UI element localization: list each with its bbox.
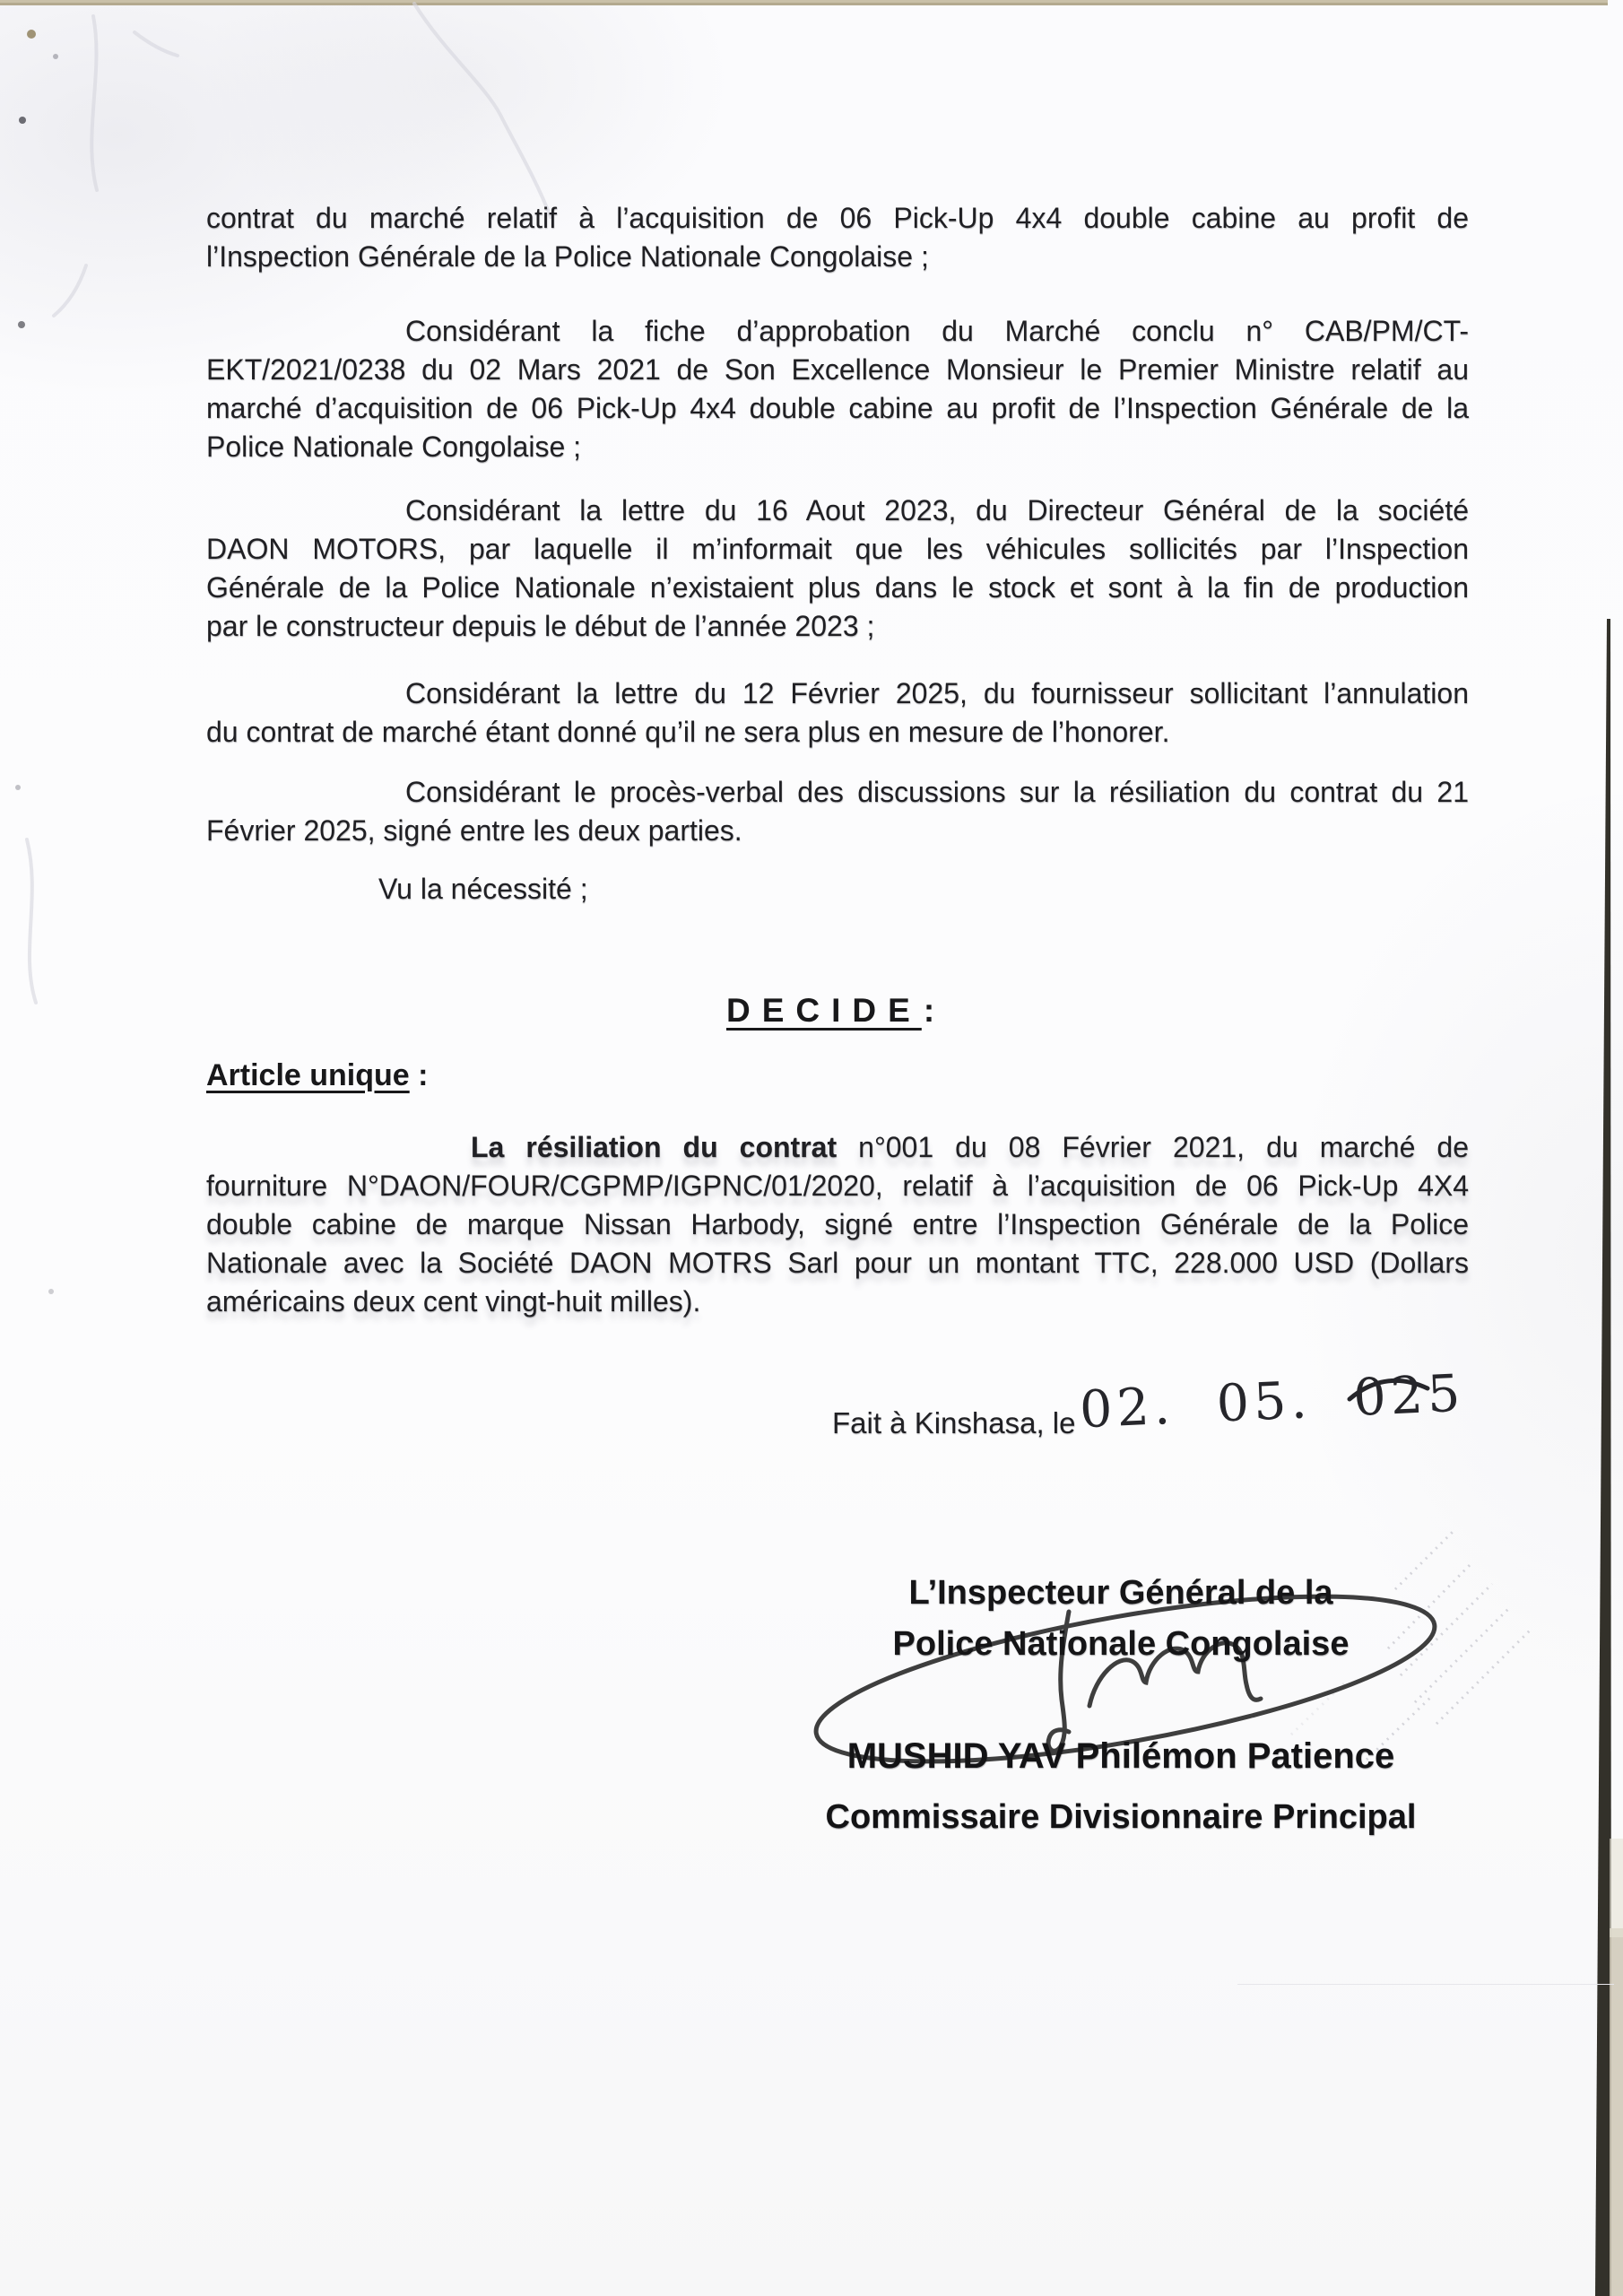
paragraph-article-body (206, 1128, 1469, 1321)
article-lead-bold: La résiliation du contrat (471, 1131, 838, 1163)
scan-right-edge (1595, 619, 1611, 2296)
article-unique-label (206, 1058, 428, 1093)
scan-top-edge (0, 0, 1608, 5)
text-line: contrat du marché relatif à l’acquisition de 06 Pick-Up 4x4 double cabine au profit de (206, 202, 1469, 234)
signatory-title (804, 1568, 1437, 1670)
text-line: Nationale avec la Société DAON MOTRS Sarl pour un montant TTC, 228.000 USD (Dollars (206, 1247, 1469, 1279)
text-line: du contrat de marché étant donné qu’il ne sera plus en mesure de l’honorer. (206, 716, 1170, 748)
text-line: Générale de la Police Nationale n’existaient plus dans le stock et sont à la fin de production (206, 571, 1469, 604)
dust-specks (15, 30, 58, 1294)
decide-word: DECIDE (726, 992, 922, 1029)
text-line (206, 1128, 1469, 1167)
text-line: américains deux cent vingt-huit milles). (206, 1285, 701, 1318)
signatory-title-line1: L’Inspecteur Général de la (908, 1574, 1333, 1612)
text-line: l’Inspection Générale de la Police Nationale Congolaise ; (206, 240, 929, 273)
decide-colon: : (923, 992, 935, 1029)
text-line: fourniture N°DAON/FOUR/CGPMP/IGPNC/01/2020, relatif à l’acquisition de 06 Pick-Up 4X4 (206, 1170, 1469, 1202)
paragraph-considerant-lettre-2025 (206, 674, 1469, 752)
text-line: Considérant la fiche d’approbation du Marché conclu n° CAB/PM/CT- (405, 315, 1469, 347)
article-unique-colon: : (409, 1058, 429, 1092)
text-line: par le constructeur depuis le début de l’année 2023 ; (206, 610, 875, 642)
text-line: DAON MOTORS, par laquelle il m’informait que les véhicules sollicités par l’Inspection (206, 533, 1469, 565)
signatory-title-line2: Police Nationale Congolaise (892, 1625, 1350, 1663)
text-line: EKT/2021/0238 du 02 Mars 2021 de Son Excellence Monsieur le Premier Ministre relatif au (206, 353, 1469, 386)
scan-crease-line (1237, 1984, 1614, 1985)
paragraph-considerant-lettre-2023 (206, 491, 1469, 646)
text-line: marché d’acquisition de 06 Pick-Up 4x4 double cabine au profit de l’Inspection Générale de la (206, 392, 1469, 424)
text-line: double cabine de marque Nissan Harbody, signé entre l’Inspection Générale de la Police (206, 1208, 1469, 1240)
text-line: Police Nationale Congolaise ; (206, 430, 582, 463)
dateline-label: Fait à Kinshasa, le (832, 1406, 1076, 1439)
paragraph-considerant-proces-verbal (206, 773, 1469, 850)
paragraph-considerant-approbation (206, 312, 1469, 466)
handwritten-date: 02. 05. 025 (1078, 1363, 1466, 1440)
paragraph-vu-necessite (206, 870, 1469, 909)
text-line: Février 2025, signé entre les deux parties. (206, 814, 742, 847)
article-unique-text: Article unique (206, 1058, 410, 1092)
text-line: Considérant le procès-verbal des discussions sur la résiliation du contrat du 21 (405, 776, 1469, 808)
text-line: Considérant la lettre du 16 Aout 2023, du Directeur Général de la société (405, 494, 1469, 526)
signatory-identity (789, 1726, 1453, 1848)
article-lead-rest: n°001 du 08 Février 2021, du marché de (837, 1131, 1470, 1163)
paragraph-contract-continuation (206, 199, 1469, 276)
text-line: Vu la nécessité ; (378, 873, 588, 905)
decide-heading (726, 992, 934, 1030)
text-line: Considérant la lettre du 12 Février 2025, du fournisseur sollicitant l’annulation (405, 677, 1469, 709)
signatory-name: MUSHID YAV Philémon Patience (846, 1736, 1395, 1776)
signatory-rank: Commissaire Divisionnaire Principal (825, 1798, 1417, 1836)
